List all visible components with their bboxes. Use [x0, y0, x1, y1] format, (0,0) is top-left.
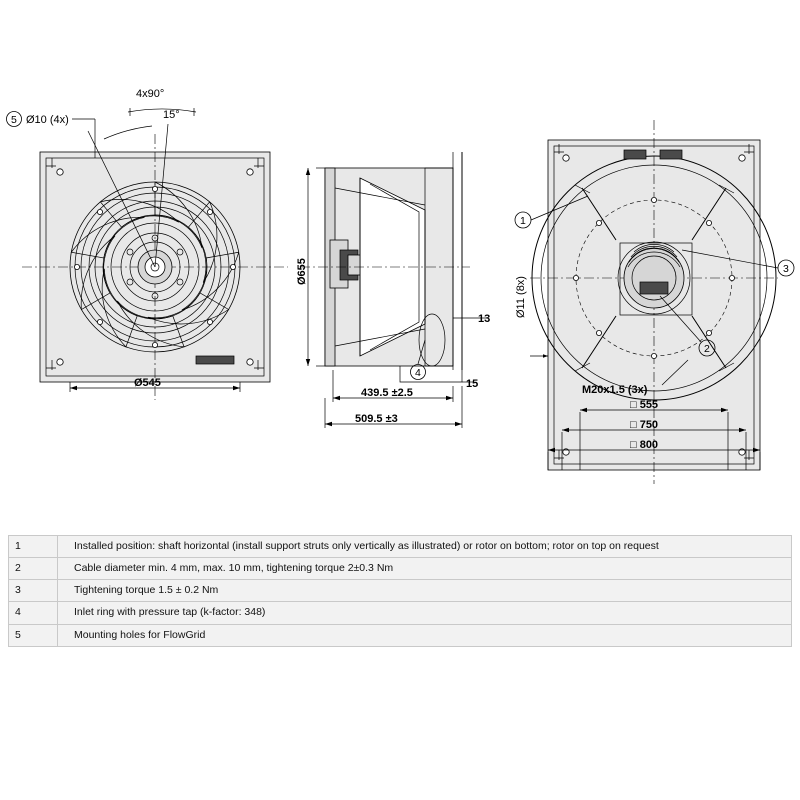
rear-corner-hole [563, 155, 569, 161]
notes-table [8, 535, 792, 647]
side-dia-655-label: Ø655 [296, 258, 308, 285]
front-view [7, 88, 289, 400]
front-angle-15-label: 15° [163, 109, 180, 121]
note-number: 1 [9, 536, 58, 558]
rear-thread-m20-label: M20x1.5 (3x) [582, 384, 648, 396]
rear-sq-750-label: □ 750 [630, 419, 659, 431]
front-corner-hole [57, 169, 63, 175]
front-corner-hole [247, 359, 253, 365]
rear-hole-d11-label: Ø11 (8x) [515, 276, 527, 318]
note-number: 3 [9, 580, 58, 602]
table-row [9, 580, 792, 602]
front-hole-d10-label: Ø10 (4x) [26, 114, 69, 126]
note-number: 4 [9, 602, 58, 624]
front-dia-545-label: Ø545 [134, 377, 161, 389]
front-angle-4x90-label: 4x90° [136, 88, 165, 100]
balloon-1-label: 1 [520, 215, 526, 227]
rear-label-box-2 [660, 150, 682, 159]
front-angle-arc-15 [104, 126, 152, 139]
rear-nameplate [640, 282, 668, 294]
rear-sq-555-label: □ 555 [630, 399, 659, 411]
rear-label-box-1 [624, 150, 646, 159]
note-number: 2 [9, 558, 58, 580]
front-corner-hole [247, 169, 253, 175]
note-text: Tightening torque 1.5 ± 0.2 Nm [58, 580, 792, 602]
front-nameplate [196, 356, 234, 364]
balloon-3-label: 3 [783, 263, 789, 275]
front-corner-hole [57, 359, 63, 365]
side-15-label: 15 [466, 378, 479, 390]
side-13-label: 13 [478, 313, 491, 325]
note-number: 5 [9, 624, 58, 646]
side-view [296, 152, 490, 428]
side-len-5095-label: 509.5 ±3 [355, 413, 398, 425]
side-len-4395-label: 439.5 ±2.5 [361, 387, 413, 399]
rear-d11-arrow [543, 354, 548, 358]
rear-view [515, 120, 794, 484]
note-text: Cable diameter min. 4 mm, max. 10 mm, tightening torque 2±0.3 Nm [58, 558, 792, 580]
side-connector [348, 255, 360, 275]
note-text: Installed position: shaft horizontal (install support struts only vertically as illustrated) or rotor on bottom; rotor on top on request [58, 536, 792, 558]
rear-sq-800-label: □ 800 [630, 439, 659, 451]
table-row [9, 536, 792, 558]
table-row [9, 558, 792, 580]
rear-corner-hole [739, 155, 745, 161]
balloon-2-label: 2 [704, 343, 710, 355]
front-angle-arc-90 [128, 109, 196, 112]
table-row [9, 624, 792, 646]
note-text: Mounting holes for FlowGrid [58, 624, 792, 646]
note-text: Inlet ring with pressure tap (k-factor: 348) [58, 602, 792, 624]
table-row [9, 602, 792, 624]
balloon-5-label: 5 [11, 114, 17, 126]
balloon-4-label: 4 [415, 367, 421, 379]
